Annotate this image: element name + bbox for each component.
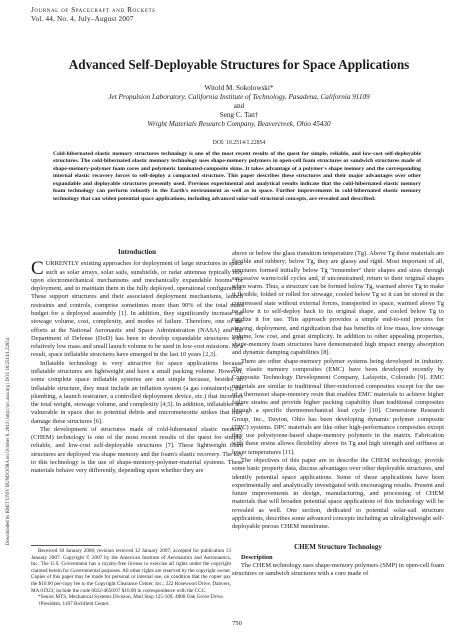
intro-paragraph-2: Inflatable technology is very attractive for space applications because inflatable structures are lightweight and have a small packing volume. However, some complete space inflatable systems are not simple because, besides an inflatable structure, they must include an inflation system (a gas container(s), the plumbing, a launch restrainer, a controlled deployment device, etc.) that increases the total weight, stowage volume, and complexity [4,5]. In addition, inflatables are vulnerable in space due to potential debris and micrometeorite strikes that may damage these structures [6]. xyxy=(31,359,243,425)
chem-paragraph-1: The CHEM technology uses shape-memory polymers (SMP) in open-cell foam structures or sandwich structures with a core made of xyxy=(232,562,444,578)
footnote-author-1: *Senior MTS, Mechanical Systems Division, Mail Stop 125-109, 4800 Oak Grove Drive. xyxy=(38,594,225,601)
doi-line: DOI: 10.2514/1.22854 xyxy=(212,140,266,146)
intro-paragraph-3: The development of structures made of cold-hibernated elastic memory (CHEM) technology is one of the most recent results of the quest for simple, reliable, and low-cost self-deployable structures [7]. These lightweight foam structures are deployed via shape memory and the foam's elastic recovery. The key to this technology is the use of shape-memory-polymer-material systems. These materials behave very differently, depending upon whether they are xyxy=(31,425,243,475)
abstract xyxy=(53,151,421,203)
intro-paragraph-1 xyxy=(31,260,243,359)
footnote-rule xyxy=(31,545,101,546)
journal-header xyxy=(31,6,156,24)
intro-paragraph-1-text: existing approaches for deployment of large structures in space such as solar arrays, solar sails, sunshields, or radar antennas typically rely upon electromechanical mechanisms and mechanically expandable booms for deployment, and to maintain them in the fully deployed, operational configuration. These support structures and their associated deployment mechanisms, launch restraints and controls, comprise sometimes more than 90% of the total mass budget for a deployed assembly [1]. In addition, they significantly increase the stowage volume, cost, complexity, and modes of failure. Therefore, one of the efforts at the National Aeronautic and Space Administration (NASA) and the Department of Defense (DoD) has been to develop expandable structures with relatively low mass and small launch volume to be used in low-cost missions. As a result, space inflatable structures have emerged in the last 10 years [2,3]. xyxy=(31,260,243,359)
section-heading-chem: CHEM Structure Technology xyxy=(294,542,382,551)
subsection-heading-description: Description xyxy=(241,553,273,561)
journal-name: Journal of Spacecraft and Rockets xyxy=(31,6,156,14)
author-separator: and xyxy=(233,102,245,110)
intro-paragraph-3-continued: above or below the glass transition temperature (Tg). Above Tg these materials are flexible and rubbery; below Tg, they are glassy and rigid. Most important of all, structures formed initially below Tg "remember" their shapes and sizes through successive warm/cold cycles and, if unconstrained, return to their original shapes when warm. Thus, a structure can be formed below Tg, warmed above Tg to make it flexible, folded or rolled for stowage, cooled below Tg so it can be stored in the compressed state without external forces, transported to space, warmed above Tg to allow it to self-deploy back to its original shape, and cooled below Tg to rigidize it for use. This approach provides a simple end-to-end process for stowing, deployment, and rigidization that has benefits of low mass, low stowage volume, low cost, and great simplicity. In addition to other appealing properties, shape-memory foam structures have demonstrated high impact energy absorption and dynamic damping capabilities [8]. xyxy=(232,250,444,357)
affiliation-1: Jet Propulsion Laboratory, California Institute of Technology, Pasadena, California 91109 xyxy=(108,93,370,101)
footnotes xyxy=(31,548,231,607)
download-side-note xyxy=(6,337,14,553)
footnote-author-2: †President, 1187 Richfield Center. xyxy=(38,600,110,607)
journal-issue: Vol. 44, No. 4, July–August 2007 xyxy=(31,15,134,23)
left-column xyxy=(31,248,243,476)
author-2: Seng C. Tan† xyxy=(219,111,259,119)
intro-first-word: URRENTLY xyxy=(45,260,80,268)
intro-paragraph-5: The objectives of this paper are to describe the CHEM technology, provide some basic property data, discuss advantages over other deployable structures, and identify potential space applications. Some of these applications have been experimentally and analytically investigated with encouraging results. Present and future improvements in design, manufacturing, and processing of CHEM materials that will broaden potential space applications of this technology will be revealed as well. One section, dedicated to potential solar-sail structure applications, describes some advanced concepts including an ultralightweight self-deployable porous CHEM membrane. xyxy=(232,457,444,531)
page-number: 750 xyxy=(232,620,242,627)
footnote-received: Received 30 January 2006; revision received 12 January 2007; accepted for publication 13 January 2007. Copyright © 2007 by the American Institute of Aeronautics and Astronautics, Inc. The U.S. Government has a royalty-free license to exercise all rights under the copyright claimed herein for Governmental purposes. All other rights are reserved by the copyright owner. Copies of this paper may be made for personal or internal use, on condition that the copier pay the $10.00 per-copy fee to the Copyright Clearance Center, Inc., 222 Rosewood Drive, Danvers, MA 01923; include the code 0022-4650/07 $10.00 in correspondence with the CCC. xyxy=(31,548,231,594)
right-column xyxy=(232,250,444,579)
section-heading-introduction: Introduction xyxy=(118,248,156,256)
affiliation-2: Wright Materials Research Company, Beavercreek, Ohio 45430 xyxy=(147,120,331,128)
author-block xyxy=(24,84,454,129)
article-title: Advanced Self-Deployable Structures for Space Applications xyxy=(68,57,410,72)
drop-cap: C xyxy=(31,258,44,280)
author-1: Witold M. Sokolowski* xyxy=(204,84,274,92)
download-side-note-text: Downloaded by RMIT UNIV BUNDOORA on October 8, 2013 | http://arc.aiaa.org | DOI: 10.2514/1.22854 xyxy=(6,337,11,545)
intro-paragraph-4: There are other shape-memory polymer systems being developed in industry. The elastic memory composites (EMC) have been developed recently by Composite Technology Development Company, Lafayette, Colorado [9]. EMC materials are similar to traditional fiber-reinforced composites except for the use of a thermoset shape-memory resin that enables EMC materials to achieve higher failure strains and provide higher packing capability than traditional composites through a specific thermomechanical load cycle [10]. Cornerstone Research Group, Inc., Dayton, Ohio has been developing dynamic polymer composite (DPC) systems. DPC materials are like other high-performance composites except they use polystyrene-based shape-memory polymers in the matrix. Fabrication with these resins allows flexibility above its Tg and high strength and stiffness at lower temperatures [11]. xyxy=(232,357,444,456)
abstract-text: Cold-hibernated elastic memory structures technology is one of the most recent results of the quest for simple, reliable, and low-cost self-deployable structures. The cold-hibernated elastic memory technology uses shape-memory polymers in open-cell foam structures or sandwich structures made of shape-memory-polymer foam cores and polymeric laminated-composite skins. It takes advantage of a polymer's shape memory and the corresponding internal elastic recovery forces to self-deploy a compacted structure. This paper describes these structures and their major advantages over other expandable and deployable structures presently used. Previous experimental and analytical results indicate that the cold-hibernated elastic memory foam technology can perform robustly in the Earth's environment as well as in space. Further improvements in cold-hibernated elastic memory technology that can widen potential space applications, including advanced solar-sail structural concepts, are revealed and described. xyxy=(53,151,421,202)
